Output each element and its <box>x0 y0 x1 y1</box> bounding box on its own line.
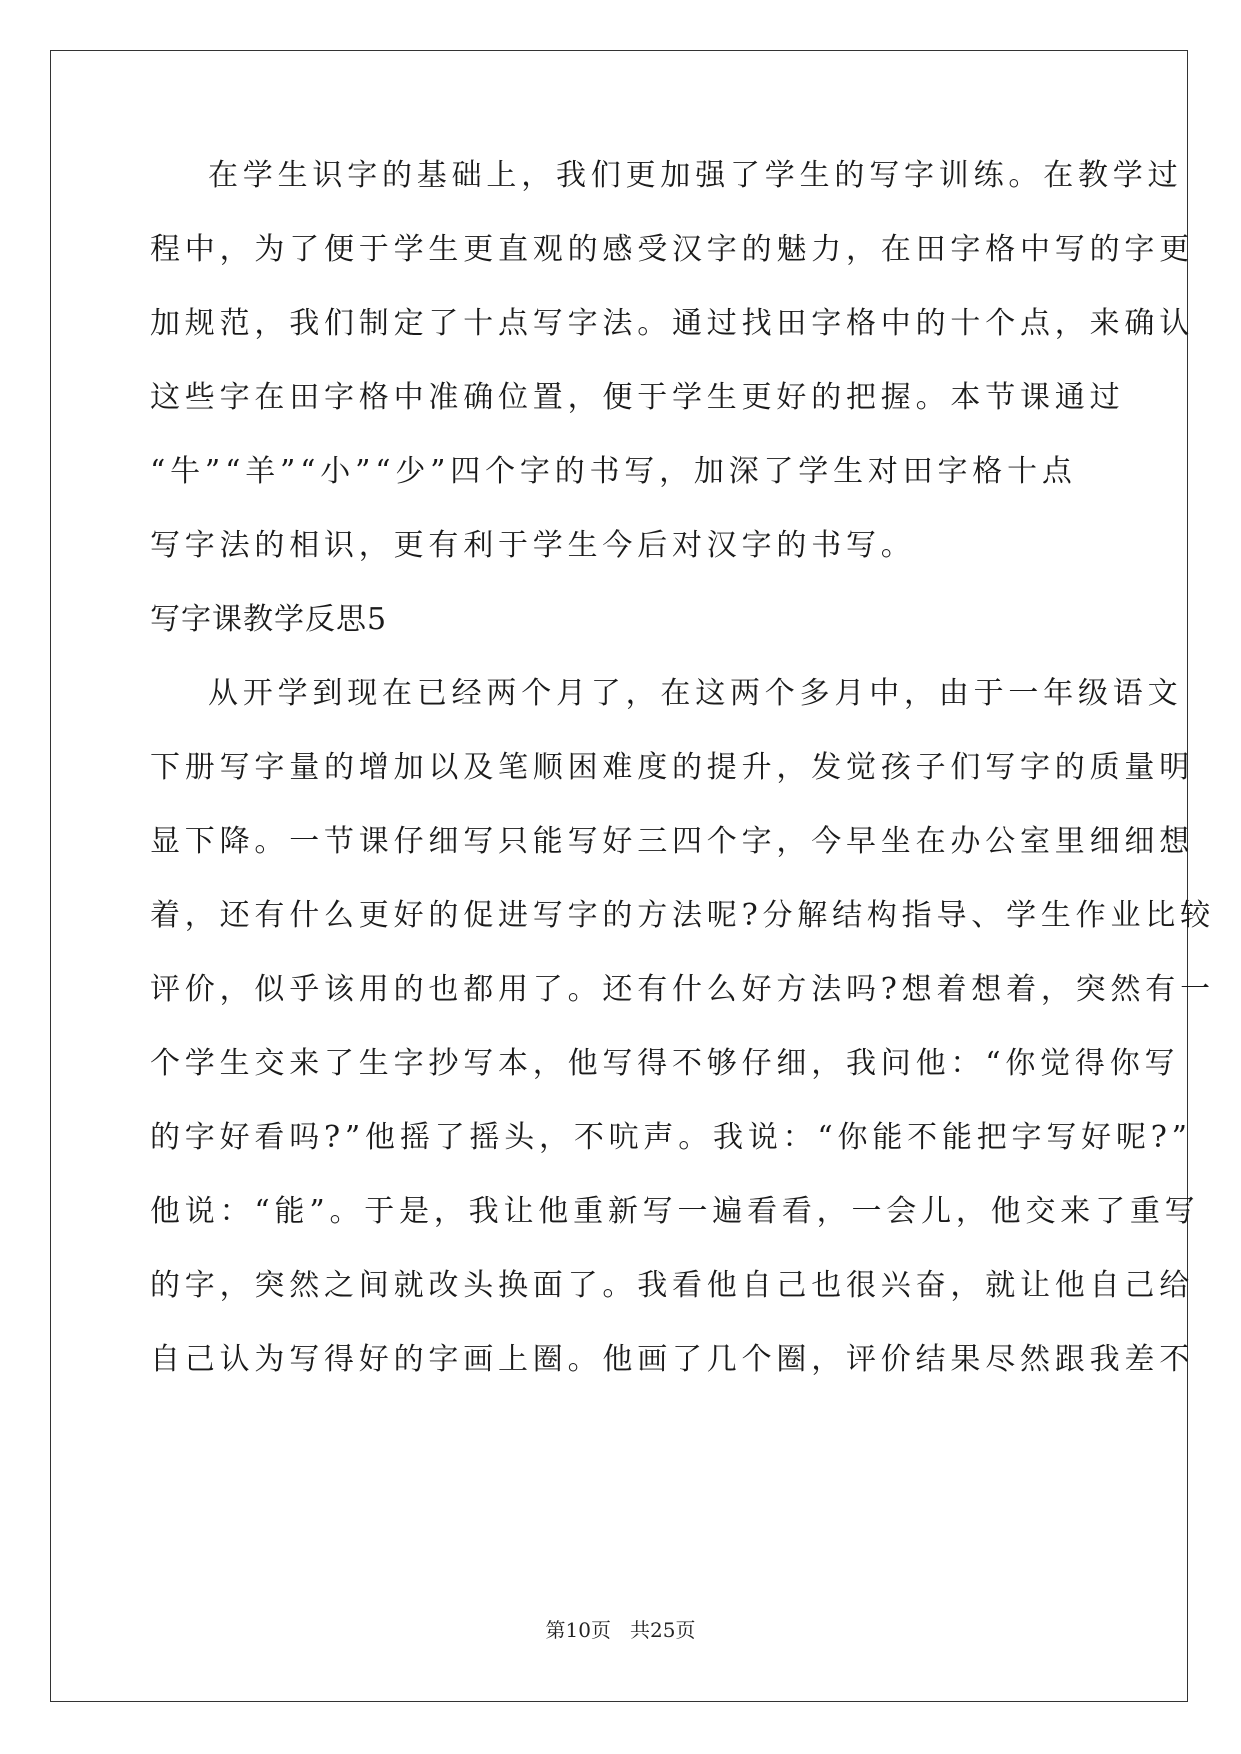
paragraph-2-line-9: 的字，突然之间就改头换面了。我看他自己也很兴奋，就让他自己给 <box>150 1268 1194 1303</box>
paragraph-2-line-1: 从开学到现在已经两个月了，在这两个多月中，由于一年级语文 <box>208 676 1183 711</box>
page-border <box>50 50 1188 1702</box>
paragraph-1-line-3: 加规范，我们制定了十点写字法。通过找田字格中的十个点，来确认 <box>150 306 1194 341</box>
paragraph-2-line-10: 自己认为写得好的字画上圈。他画了几个圈，评价结果尽然跟我差不 <box>150 1342 1194 1377</box>
paragraph-2-line-7: 的字好看吗?”他摇了摇头，不吭声。我说：“你能不能把字写好呢?” <box>150 1120 1192 1155</box>
paragraph-1-line-5: “牛”“羊”“小”“少”四个字的书写，加深了学生对田字格十点 <box>150 454 1077 489</box>
paragraph-2-line-3: 显下降。一节课仔细写只能写好三四个字，今早坐在办公室里细细想 <box>150 824 1194 859</box>
total-label-suffix: 页 <box>675 1618 696 1642</box>
total-label-prefix: 共 <box>630 1618 651 1642</box>
section-heading: 写字课教学反思5 <box>150 602 388 637</box>
total-pages: 25 <box>650 1618 676 1642</box>
paragraph-2-line-2: 下册写字量的增加以及笔顺困难度的提升，发觉孩子们写字的质量明 <box>150 750 1194 785</box>
paragraph-2-line-5: 评价，似乎该用的也都用了。还有什么好方法吗?想着想着，突然有一 <box>150 972 1215 1007</box>
page-label-prefix: 第 <box>545 1618 566 1642</box>
page-number: 10 <box>565 1618 591 1642</box>
paragraph-2-line-6: 个学生交来了生字抄写本，他写得不够仔细，我问他：“你觉得你写 <box>150 1046 1180 1081</box>
paragraph-1-line-4: 这些字在田字格中准确位置，便于学生更好的把握。本节课通过 <box>150 380 1125 415</box>
paragraph-1-line-6: 写字法的相识，更有利于学生今后对汉字的书写。 <box>150 528 916 563</box>
page-footer <box>0 1618 1241 1642</box>
paragraph-1-line-1: 在学生识字的基础上，我们更加强了学生的写字训练。在教学过 <box>208 158 1183 193</box>
page-label-suffix: 页 <box>590 1618 611 1642</box>
paragraph-1-line-2: 程中，为了便于学生更直观的感受汉字的魅力，在田字格中写的字更 <box>150 232 1194 267</box>
paragraph-2-line-8: 他说：“能”。于是，我让他重新写一遍看看，一会儿，他交来了重写 <box>150 1194 1200 1229</box>
paragraph-2-line-4: 着，还有什么更好的促进写字的方法呢?分解结构指导、学生作业比较 <box>150 898 1215 933</box>
